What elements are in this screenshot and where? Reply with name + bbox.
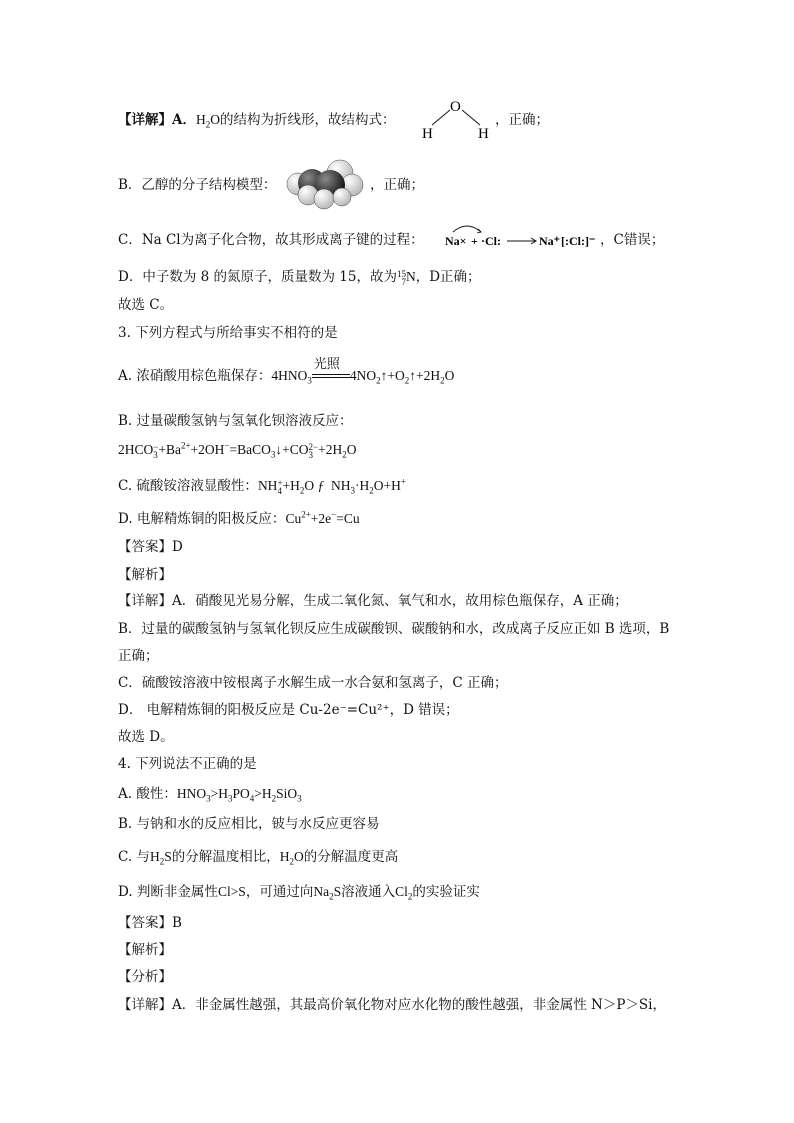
q4-fenxi: 【分析】 <box>118 969 172 985</box>
text: 的实验证实 <box>412 884 480 900</box>
q2-conclusion: 故选 C。 <box>118 297 174 313</box>
q2-c-suffix: ，C错误； <box>600 232 665 248</box>
text: 的结构为折线形，故结构式： <box>219 112 396 128</box>
q2-detail-a <box>118 111 395 129</box>
label: D. 电解精炼铜的阳极反应： <box>118 511 286 527</box>
na-atom: Na× <box>445 234 467 248</box>
q3-detail-d: D． 电解精炼铜的阳极反应是 Cu-2e⁻=Cu²⁺，D 错误； <box>118 702 459 718</box>
na-ion: Na⁺ <box>539 234 560 248</box>
q3-detail-c: C．硫酸铵溶液中铵根离子水解生成一水合氨和氢离子，C 正确； <box>118 675 508 691</box>
q3-equation-b: 2HCO− $3+Ba^{2+}+2OH^-=BaCO_3↓+CO2-$ $3 +2H_2O$ <box>118 440 357 460</box>
text: D．中子数为 8 的氮原子，质量数为 15，故为 <box>118 269 397 285</box>
text: 的分解温度相比， <box>171 849 280 865</box>
q3-detail-b2: 正确； <box>118 648 159 664</box>
label: A. 酸性： <box>118 786 177 802</box>
q3-conclusion: 故选 D。 <box>118 729 174 745</box>
lhs: 4HNO <box>271 368 308 383</box>
formula-cl2: $Cl_2$ <box>395 884 413 902</box>
nonmetal-order: Cl>S <box>217 884 246 899</box>
text: ，D正确； <box>415 269 481 285</box>
detail-label: 【详解】A． <box>118 112 196 128</box>
text: C. 与 <box>118 849 150 865</box>
q2-detail-d <box>118 268 481 286</box>
water-structural-formula <box>418 96 498 142</box>
q4-detail-a: 【详解】A．非金属性越强，其最高价氧化物对应水化物的酸性越强，非金属性 N＞P＞Si， <box>118 997 667 1013</box>
condition: 光照 <box>313 355 340 371</box>
cl-atom: ·Cl: <box>481 234 501 248</box>
q4-analysis: 【解析】 <box>118 942 172 958</box>
element-symbol: N <box>405 269 416 284</box>
equation-a: $4HNO_3$ 光照 $4NO_2↑+O_2↑+2H_2O$ <box>271 355 455 386</box>
text: D. 判断非金属性 <box>118 884 218 900</box>
q4-stem: 4. 下列说法不正确的是 <box>118 756 257 772</box>
mass-number: 15 <box>396 268 406 279</box>
equation-c: NH+ $4+H_2O$ ƒ $NH_3\cdot H_2O+H^+$ <box>257 476 406 496</box>
q4-option-b: B. 与钠和水的反应相比，铍与水反应更容易 <box>118 816 380 832</box>
label: A. 浓硝酸用棕色瓶保存： <box>118 368 272 384</box>
nacl-ionic-bond-process <box>443 222 603 256</box>
plus-sign: + <box>471 234 478 248</box>
formula-h2s: $H_2S$ <box>149 849 172 867</box>
q3-detail-a: 【详解】A．硝酸见光易分解，生成二氧化氮、氧气和水，故用棕色瓶保存，A 正确； <box>118 593 628 609</box>
q3-option-c <box>118 477 406 495</box>
atom-h2: H <box>478 126 489 142</box>
q4-option-c <box>118 848 398 866</box>
nuclide <box>396 268 416 287</box>
cl-ion: [:Cl:]⁻ <box>561 234 596 248</box>
formula-na2s: $Na_2S$ <box>313 884 342 902</box>
q4-option-d <box>118 883 480 901</box>
text: 溶液通入 <box>341 884 396 900</box>
q2-a-suffix: ，正确； <box>495 112 549 128</box>
text: 的分解温度更高 <box>303 849 399 865</box>
q3-analysis: 【解析】 <box>118 567 172 583</box>
q3-option-b: B. 过量碳酸氢钠与氢氧化钡溶液反应： <box>118 413 353 429</box>
q3-stem: 3. 下列方程式与所给事实不相符的是 <box>118 325 338 341</box>
text: ，可通过向 <box>245 884 314 900</box>
atom-o: O <box>450 99 461 115</box>
q3-answer: 【答案】D <box>118 539 183 555</box>
q4-answer: 【答案】B <box>118 915 182 931</box>
q2-detail-c: C．Na Cl为离子化合物，故其形成离子键的过程： <box>118 232 424 248</box>
atom-h1: H <box>422 126 433 142</box>
equation-d: $Cu^{2+}+2e^-=Cu$ <box>285 509 360 526</box>
atomic-number: 7 <box>401 276 406 287</box>
acidity-order: $HNO_3>H_3PO_4>H_2SiO_3$ <box>176 786 302 804</box>
q2-b-suffix: ，正确； <box>370 177 424 193</box>
formula-h2o: $H_2O$ <box>195 112 220 130</box>
rhs: 4NO <box>349 368 377 383</box>
q4-option-a <box>118 785 302 803</box>
q3-detail-b1: B．过量的碳酸氢钠与氢氧化钡反应生成碳酸钡、碳酸钠和水，改成离子反应正如 B 选项，B <box>118 621 670 637</box>
q3-option-d <box>118 510 360 528</box>
q3-option-a <box>118 355 455 386</box>
ethanol-model-image <box>284 157 368 211</box>
q2-detail-b: B．乙醇的分子结构模型： <box>118 177 277 193</box>
label: C. 硫酸铵溶液显酸性： <box>118 478 258 494</box>
formula-h2o: $H_2O$ <box>279 849 304 867</box>
